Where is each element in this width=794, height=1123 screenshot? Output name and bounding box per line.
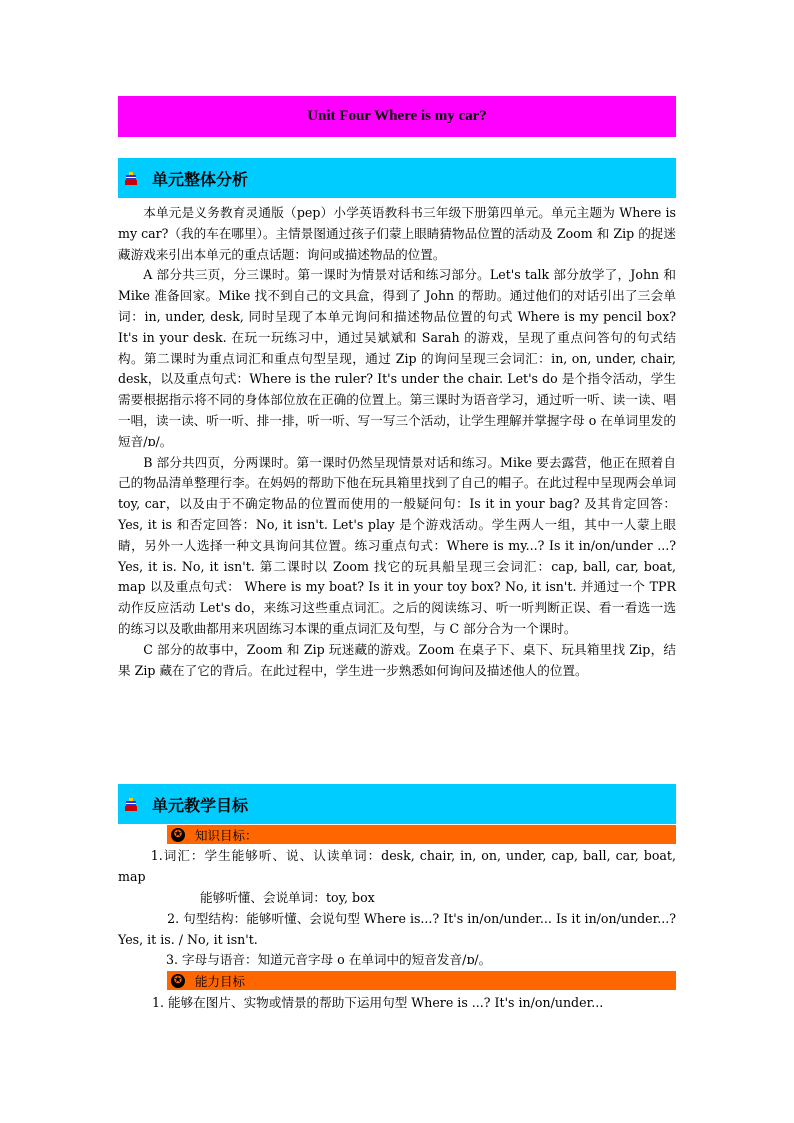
paragraph: 本单元是义务教育灵通版（pep）小学英语教科书三年级下册第四单元。单元主题为 Where is my car?（我的车在哪里）。主情景图通过孩子们蒙上眼睛猜物品位置的活动及 Zoom 和 Zip 的捉迷藏游戏来引出本单元的重点话题：询问或描述物品的位置。	[118, 205, 676, 262]
section-heading-text: 单元教学目标	[152, 795, 249, 815]
book-stack-icon	[124, 171, 138, 185]
knowledge-item-phonics: 3. 字母与语音：知道元音字母 o 在单词中的短音发音/ɒ/。	[166, 952, 492, 967]
page-title-text: Unit Four Where is my car?	[307, 108, 487, 124]
knowledge-item-sentence	[118, 909, 676, 951]
list-item: 2. 句型结构：能够听懂、会说句型 Where is...? It's in/on/under... Is it in/on/under...? Yes, it is. / No, it isn't.	[118, 911, 676, 947]
section-heading-goals	[118, 784, 676, 824]
subsection-heading-knowledge	[167, 825, 676, 844]
paragraph: C 部分的故事中，Zoom 和 Zip 玩迷藏的游戏。Zoom 在桌子下、桌下、玩具箱里找 Zip，结果 Zip 藏在了它的背后。在此过程中，学生进一步熟悉如何询问及描述他人的位置。	[118, 641, 676, 678]
page-title	[118, 96, 676, 137]
section-heading-analysis	[118, 158, 676, 198]
subsection-heading-ability	[167, 971, 676, 990]
section-heading-text: 单元整体分析	[152, 169, 249, 189]
paragraph: B 部分共四页，分两课时。第一课时仍然呈现情景对话和练习。Mike 要去露营，他正在照着自己的物品清单整理行李。在妈妈的帮助下他在玩具箱里找到了自己的帽子。在此过程中呈现两会单词 toy, car，以及由于不确定物品的位置而使用的一般疑问句：Is it in your bag? 及其肯定回答：Yes, it is 和否定回答：No, it isn't. Let's play 是个游戏活动。学生两人一组，其中一人蒙上眼睛，另外一人选择一种文具询问其位置。练习重点句式：Where is my...? Is it in/on/under ...? Yes, it is. No, it isn't. 第二课时以 Zoom 找它的玩具船呈现三会词汇：cap, ball, car, boat, map 以及重点句式： Where is my boat? Is it in your toy box? No, it isn't. 并通过一个 TPR 动作反应活动 Let's do，来练习这些重点词汇。之后的阅读练习、听一听判断正误、看一看选一选的练习以及歌曲都用来巩固练习本课的重点词汇及句型，与 C 部分合为一个课时。	[118, 454, 676, 636]
paragraph: A 部分共三页，分三课时。第一课时为情景对话和练习部分。Let's talk 部分放学了，John 和 Mike 准备回家。Mike 找不到自己的文具盒，得到了 John 的帮助。通过他们的对话引出了三会单词：in, under, desk, 同时呈现了本单元询问和描述物品位置的句式 Where is my pencil box? It's in your desk. 在玩一玩练习中，通过吴斌斌和 Sarah 的游戏，呈现了重点问答句的句式结构。第二课时为重点词汇和重点句型呈现，通过 Zip 的询问呈现三会词汇：in, on, under, chair, desk，以及重点句式：Where is the ruler? It's under the chair. Let's do 是个指令活动，学生需要根据指示将不同的身体部位放在正确的位置上。第三课时为语音学习，通过听一听、读一读、唱一唱，读一读、听一听、排一排，听一听、写一写三个活动，让学生理解并掌握字母 o 在单词里发的短音/ɒ/。	[118, 267, 676, 449]
star-circle-icon: ✪	[171, 828, 185, 842]
analysis-text	[118, 203, 676, 681]
star-circle-icon: ✪	[171, 974, 185, 988]
ability-item: 1. 能够在图片、实物或情景的帮助下运用句型 Where is ...? It's in/on/under...	[152, 995, 604, 1010]
subsection-heading-text: 知识目标：	[195, 827, 258, 843]
knowledge-item-vocab	[118, 846, 676, 888]
list-item: 1.词汇：学生能够听、说、认读单词：desk, chair, in, on, under, cap, ball, car, boat, map	[118, 848, 676, 884]
book-stack-icon	[124, 797, 138, 811]
knowledge-item-vocab-2: 能够听懂、会说单词：toy, box	[200, 890, 375, 905]
subsection-heading-text: 能力目标	[195, 973, 246, 989]
